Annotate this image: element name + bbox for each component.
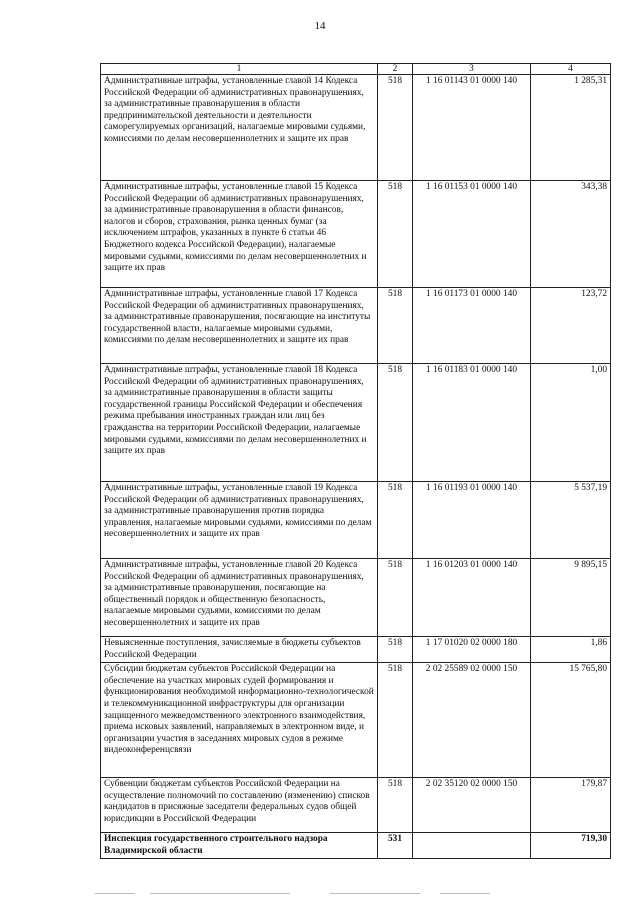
revenue-table xyxy=(100,63,611,859)
table-row xyxy=(101,75,611,181)
column-header-3: 3 xyxy=(413,64,531,75)
row-admin-code: 518 xyxy=(378,559,413,637)
table-row xyxy=(101,288,611,364)
row-amount: 179,87 xyxy=(531,778,611,833)
page-number: 14 xyxy=(314,20,326,32)
table-row xyxy=(101,364,611,482)
row-amount: 719,30 xyxy=(531,833,611,859)
row-classification-code: 2 02 25589 02 0000 150 xyxy=(413,663,531,778)
row-description: Административные штрафы, установленные главой 20 Кодекса Российской Федерации об административных правонарушениях, за административные правонарушения, посягающие на общественный порядок и общественную безопасность, налагаемые мировыми судьями, комиссиями по делам несовершеннолетних и защите их прав xyxy=(101,559,378,637)
table-row xyxy=(101,637,611,663)
row-description: Субсидии бюджетам субъектов Российской Федерации на обеспечение на участках мировых судей формирования и функционирования необходимой информационно-технологической и телекоммуникационной инфраструктуры для организации защищенного межведомственного электронного взаимодействия, приема исковых заявлений, направляемых в электронном виде, и организации участия в заседаниях мировых судов в режиме видеоконференцсвязи xyxy=(101,663,378,778)
table-row-section-total xyxy=(101,833,611,859)
row-classification-code: 1 16 01143 01 0000 140 xyxy=(413,75,531,181)
row-admin-code: 518 xyxy=(378,637,413,663)
row-amount: 1,86 xyxy=(531,637,611,663)
row-amount: 5 537,19 xyxy=(531,482,611,559)
row-classification-code: 1 16 01173 01 0000 140 xyxy=(413,288,531,364)
row-amount: 1,00 xyxy=(531,364,611,482)
row-description: Административные штрафы, установленные главой 18 Кодекса Российской Федерации об административных правонарушениях, за административные правонарушения в области защиты государственной границы Российской Федерации и обеспечения режима пребывания иностранных граждан или лиц без гражданства на территории Российской Федерации, налагаемые мировыми судьями, комиссиями по делам несовершеннолетних и защите их прав xyxy=(101,364,378,482)
row-classification-code: 1 16 01183 01 0000 140 xyxy=(413,364,531,482)
row-amount: 343,38 xyxy=(531,181,611,288)
table-row xyxy=(101,482,611,559)
column-header-2: 2 xyxy=(378,64,413,75)
row-amount: 9 895,15 xyxy=(531,559,611,637)
row-admin-code: 518 xyxy=(378,663,413,778)
row-classification-code: 1 16 01203 01 0000 140 xyxy=(413,559,531,637)
table-row xyxy=(101,181,611,288)
row-amount: 123,72 xyxy=(531,288,611,364)
row-amount: 15 765,80 xyxy=(531,663,611,778)
column-header-1: 1 xyxy=(101,64,378,75)
row-amount: 1 285,31 xyxy=(531,75,611,181)
column-header-4: 4 xyxy=(531,64,611,75)
row-admin-code: 518 xyxy=(378,181,413,288)
row-classification-code: 1 16 01153 01 0000 140 xyxy=(413,181,531,288)
table-row xyxy=(101,663,611,778)
row-description: Административные штрафы, установленные главой 14 Кодекса Российской Федерации об административных правонарушениях, за административные правонарушения в области предпринимательской деятельности и деятельности саморегулируемых организаций, налагаемые мировыми судьями, комиссиями по делам несовершеннолетних и защите их прав xyxy=(101,75,378,181)
row-admin-code: 518 xyxy=(378,75,413,181)
row-admin-code: 531 xyxy=(378,833,413,859)
table-row xyxy=(101,778,611,833)
row-description: Субвенции бюджетам субъектов Российской Федерации на осуществление полномочий по составлению (изменению) списков кандидатов в присяжные заседатели федеральных судов общей юрисдикции в Российской Федерации xyxy=(101,778,378,833)
row-classification-code: 1 16 01193 01 0000 140 xyxy=(413,482,531,559)
row-description: Административные штрафы, установленные главой 15 Кодекса Российской Федерации об административных правонарушениях, за административные правонарушения в области финансов, налогов и сборов, страхования, рынка ценных бумаг (за исключением штрафов, указанных в пункте 6 статьи 46 Бюджетного кодекса Российской Федерации), налагаемые мировыми судьями, комиссиями по делам несовершеннолетних и защите их прав xyxy=(101,181,378,288)
row-admin-code: 518 xyxy=(378,482,413,559)
row-description: Невыясненные поступления, зачисляемые в бюджеты субъектов Российской Федерации xyxy=(101,637,378,663)
table-row xyxy=(101,559,611,637)
row-classification-code xyxy=(413,833,531,859)
row-description: Административные штрафы, установленные главой 19 Кодекса Российской Федерации об административных правонарушениях, за административные правонарушения против порядка управления, налагаемые мировыми судьями, комиссиями по делам несовершеннолетних и защите их прав xyxy=(101,482,378,559)
scan-footer-lines xyxy=(0,893,640,897)
row-classification-code: 1 17 01020 02 0000 180 xyxy=(413,637,531,663)
row-classification-code: 2 02 35120 02 0000 150 xyxy=(413,778,531,833)
row-description: Административные штрафы, установленные главой 17 Кодекса Российской Федерации об административных правонарушениях, за административные правонарушения, посягающие на институты государственной власти, налагаемые мировыми судьями, комиссиями по делам несовершеннолетних и защите их прав xyxy=(101,288,378,364)
row-admin-code: 518 xyxy=(378,778,413,833)
row-description: Инспекция государственного строительного надзора Владимирской области xyxy=(101,833,378,859)
row-admin-code: 518 xyxy=(378,364,413,482)
table-header-row xyxy=(101,64,611,75)
row-admin-code: 518 xyxy=(378,288,413,364)
